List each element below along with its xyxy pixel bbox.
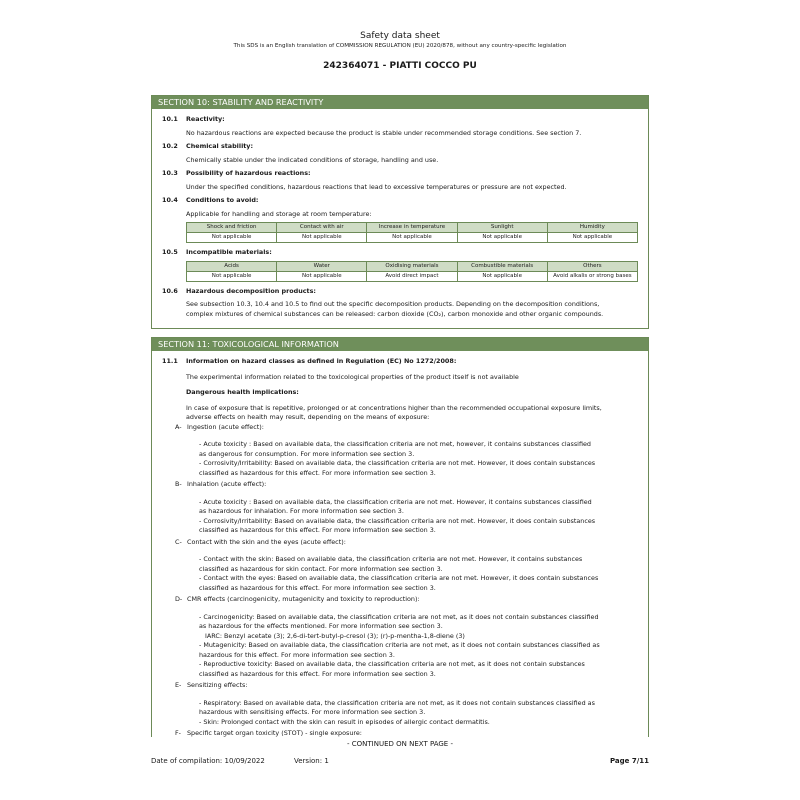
subsection-10-2 <box>162 142 638 152</box>
table-cell: Avoid direct impact <box>367 271 457 281</box>
effect-detail: - Mutagenicity: Based on available data, the classification criteria are not met, as it does not contain substances classified as <box>199 641 600 649</box>
effect-detail: - Corrosivity/Irritability: Based on available data, the classification criteria are not met. However, it does contain substances <box>199 516 596 525</box>
subsection-number: 10.3 <box>162 169 178 177</box>
effect-detail: - Skin: Prolonged contact with the skin can result in episodes of allergic contact dermatitis. <box>199 717 490 726</box>
toxicology-intro: The experimental information related to the toxicological properties of the product itself is not available <box>186 372 519 381</box>
subsection-10-1 <box>162 115 638 125</box>
incompatible-materials-table <box>186 261 638 282</box>
subsection-number: 10.1 <box>162 115 178 123</box>
effect-heading: CMR effects (carcinogenicity, mutagenicity and toxicity to reproduction): <box>187 595 420 603</box>
table-header-cell: Increase in temperature <box>367 223 457 233</box>
effect-a <box>162 423 638 433</box>
table-row <box>187 271 638 281</box>
effect-detail: hazardous with sensitising effects. For more information see section 3. <box>199 708 426 716</box>
subsection-number: 10.4 <box>162 196 178 204</box>
effect-detail: - Acute toxicity : Based on available data, the classification criteria are not met. However, it contains substances classified <box>199 497 592 506</box>
exposure-text-2: adverse effects on health may result, depending on the means of exposure: <box>186 413 430 421</box>
effect-detail: - Corrosivity/Irritability: Based on available data, the classification criteria are not met. However, it does contain substances <box>199 459 596 467</box>
effect-detail: - Acute toxicity : Based on available data, the classification criteria are not met, however, it contains substances classified <box>199 440 591 448</box>
subsection-label: Reactivity: <box>186 115 225 123</box>
product-name: 242364071 - PIATTI COCCO PU <box>323 61 477 71</box>
table-header-cell: Shock and friction <box>187 223 277 233</box>
section-11 <box>151 337 649 737</box>
table-cell: Avoid alkalis or strong bases <box>547 271 637 281</box>
table-header-cell: Acids <box>187 261 277 271</box>
page-footer <box>151 757 649 765</box>
section-10 <box>151 95 649 329</box>
subsection-label: Conditions to avoid: <box>186 196 259 204</box>
subsection-label: Incompatible materials: <box>186 248 272 256</box>
compilation-date: Date of compilation: 10/09/2022 <box>151 757 265 765</box>
effect-detail: classified as hazardous for this effect. For more information see section 3. <box>199 669 436 678</box>
effect-heading: Inhalation (acute effect): <box>187 480 267 488</box>
effect-detail: - Respiratory: Based on available data, the classification criteria are not met, as it does not contain substances classified as <box>199 698 595 707</box>
version-label: Version: 1 <box>294 757 329 765</box>
effect-heading: Sensitizing effects: <box>187 681 248 689</box>
table-cell: Not applicable <box>547 233 637 243</box>
subsection-10-3 <box>162 169 638 179</box>
subsection-10-4 <box>162 196 638 206</box>
subsection-number: 10.5 <box>162 248 178 256</box>
effect-f <box>162 729 638 739</box>
effect-detail: hazardous for this effect. For more information see section 3. <box>199 650 395 659</box>
table-cell: Not applicable <box>277 271 367 281</box>
table-header-cell: Oxidising materials <box>367 261 457 271</box>
effect-detail: classified as hazardous for this effect. For more information see section 3. <box>199 526 436 534</box>
reactivity-text: No hazardous reactions are expected because the product is stable under recommended storage conditions. See section 7. <box>186 128 582 137</box>
effect-letter: F- <box>175 729 181 737</box>
effect-b <box>162 480 638 490</box>
effect-detail: - Contact with the skin: Based on available data, the classification criteria are not met. However, it contains substances <box>199 555 583 563</box>
hazardous-reactions-text: Under the specified conditions, hazardous reactions that lead to excessive temperatures or pressure are not expected. <box>186 182 567 191</box>
stability-text: Chemically stable under the indicated conditions of storage, handling and use. <box>186 155 439 164</box>
decomposition-text-1: See subsection 10.3, 10.4 and 10.5 to find out the specific decomposition products. Depending on the decomposition conditions, <box>186 300 600 308</box>
exposure-text-1: In case of exposure that is repetitive, prolonged or at concentrations higher than the recommended occupational exposure limits, <box>186 403 602 412</box>
table-header-cell: Water <box>277 261 367 271</box>
effect-detail: as hazardous for inhalation. For more information see section 3. <box>199 507 404 515</box>
effect-detail: - Contact with the eyes: Based on available data, the classification criteria are not met. However, it does contain substances <box>199 574 599 582</box>
subsection-10-6 <box>162 287 638 297</box>
subsection-number: 11.1 <box>162 357 178 365</box>
subsection-11-1 <box>162 357 638 367</box>
effect-e <box>162 681 638 691</box>
section-10-body <box>152 115 648 319</box>
table-header-row <box>187 261 638 271</box>
page-number: Page 7/11 <box>609 757 649 765</box>
table-cell: Not applicable <box>457 271 547 281</box>
effect-d <box>162 595 638 605</box>
table-header-cell: Contact with air <box>277 223 367 233</box>
subsection-number: 10.6 <box>162 286 178 295</box>
table-header-cell: Humidity <box>547 223 637 233</box>
section-11-body <box>152 357 648 739</box>
effect-letter: B- <box>175 480 182 488</box>
conditions-table <box>186 222 638 243</box>
effect-heading: Contact with the skin and the eyes (acute effect): <box>187 537 346 546</box>
table-header-row <box>187 223 638 233</box>
effect-detail: classified as hazardous for this effect. For more information see section 3. <box>199 468 436 477</box>
table-cell: Not applicable <box>187 233 277 243</box>
table-header-cell: Others <box>547 261 637 271</box>
effect-heading: Ingestion (acute effect): <box>187 422 264 431</box>
conditions-text: Applicable for handling and storage at room temperature: <box>186 209 372 218</box>
effect-detail: - Carcinogenicity: Based on available data, the classification criteria are not met, as it does not contain substances classified <box>199 612 599 621</box>
effect-letter: C- <box>175 537 182 546</box>
table-cell: Not applicable <box>367 233 457 243</box>
table-row <box>187 233 638 243</box>
effect-letter: A- <box>175 422 182 431</box>
effect-detail: as hazardous for the effects mentioned. For more information see section 3. <box>199 622 443 630</box>
subsection-label: Possibility of hazardous reactions: <box>186 169 311 177</box>
effect-detail: classified as hazardous for skin contact. For more information see section 3. <box>199 564 443 573</box>
subsection-label: Information on hazard classes as defined in Regulation (EC) No 1272/2008: <box>186 357 457 365</box>
subsection-10-5 <box>162 248 638 258</box>
section-10-title: SECTION 10: STABILITY AND REACTIVITY <box>152 96 648 109</box>
dangerous-implications-heading: Dangerous health implications: <box>186 388 299 396</box>
effect-letter: D- <box>175 595 183 603</box>
document-title: Safety data sheet <box>360 31 440 41</box>
table-cell: Not applicable <box>457 233 547 243</box>
effect-detail: - Reproductive toxicity: Based on available data, the classification criteria are not met, as it does not contain substances <box>199 660 585 668</box>
effect-detail: classified as hazardous for this effect. For more information see section 3. <box>199 583 436 592</box>
effect-letter: E- <box>175 681 182 689</box>
effect-detail: as dangerous for consumption. For more information see section 3. <box>199 449 415 458</box>
document-subtitle: This SDS is an English translation of COMMISSION REGULATION (EU) 2020/878, without any country-specific legislation <box>233 43 567 49</box>
table-cell: Not applicable <box>277 233 367 243</box>
subsection-number: 10.2 <box>162 142 178 150</box>
subsection-label: Hazardous decomposition products: <box>186 286 316 295</box>
effect-c <box>162 538 638 548</box>
effect-heading: Specific target organ toxicity (STOT) - single exposure: <box>187 729 362 737</box>
subsection-label: Chemical stability: <box>186 142 254 150</box>
continued-notice: - CONTINUED ON NEXT PAGE - <box>347 740 453 748</box>
table-header-cell: Sunlight <box>457 223 547 233</box>
section-11-title: SECTION 11: TOXICOLOGICAL INFORMATION <box>152 338 648 351</box>
table-header-cell: Combustible materials <box>457 261 547 271</box>
table-cell: Not applicable <box>187 271 277 281</box>
iarc-line: IARC: Benzyl acetate (3); 2,6-di-tert-butyl-p-cresol (3); (r)-p-mentha-1,8-diene (3) <box>205 631 465 640</box>
document-header <box>0 31 800 72</box>
decomposition-text-2: complex mixtures of chemical substances can be released: carbon dioxide (CO₂), carbon monoxide and other organic compounds. <box>186 309 604 318</box>
